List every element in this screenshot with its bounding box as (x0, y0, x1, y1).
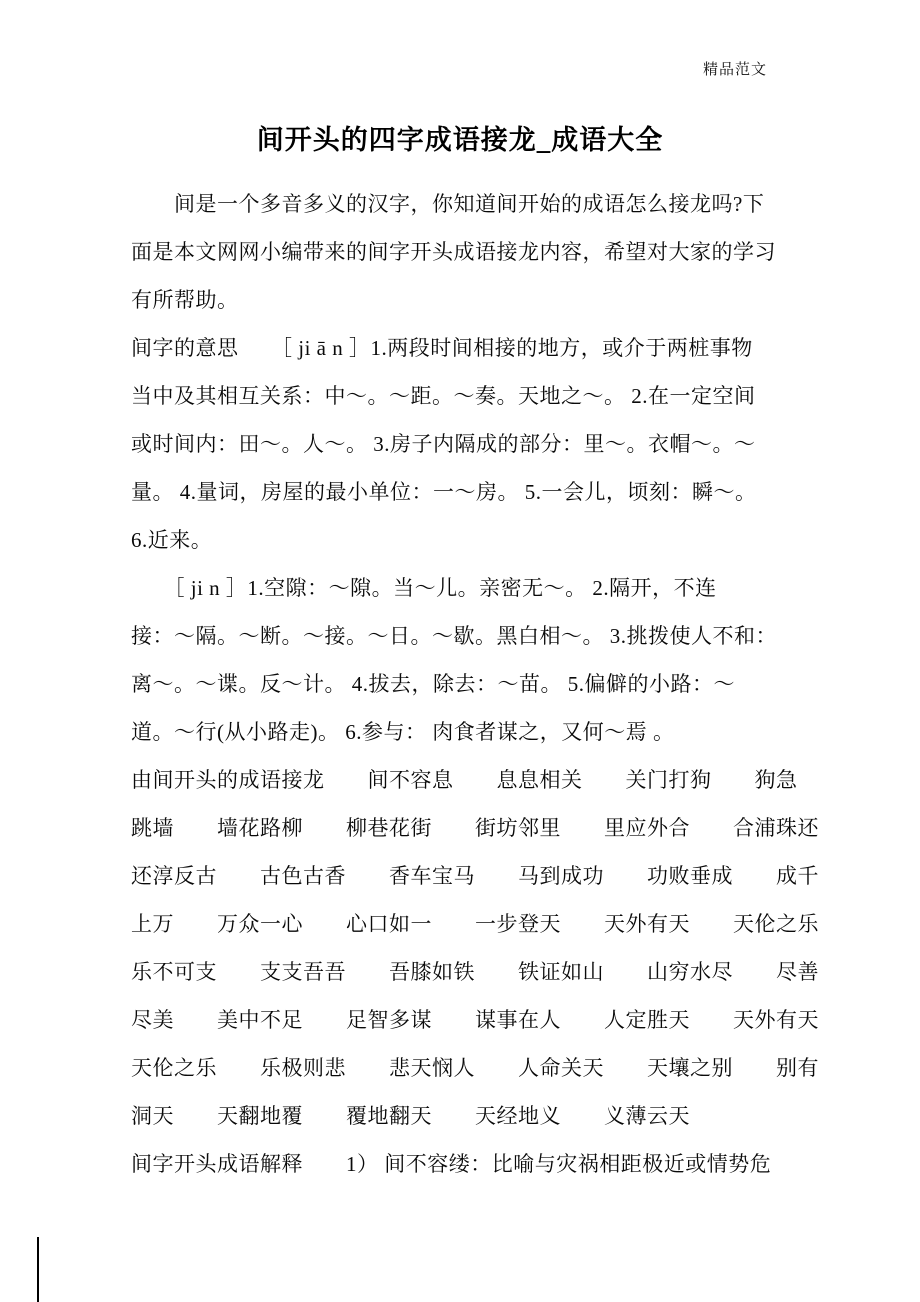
text-line: 跳墙 墙花路柳 柳巷花街 街坊邻里 里应外合 合浦珠还 (131, 816, 819, 840)
page-border-line (37, 1237, 39, 1302)
text-line: 6.近来。 (131, 528, 213, 552)
text-line: 或时间内：田～。人～。 3.房子内隔成的部分：里～。衣帽～。～ (131, 432, 756, 456)
text-line: 尽美 美中不足 足智多谋 谋事在人 人定胜天 天外有天 (131, 1008, 819, 1032)
text-line: 接：～隔。～断。～接。～日。～歇。黑白相～。 3.挑拨使人不和： (131, 624, 777, 648)
page-title: 间开头的四字成语接龙_成语大全 (256, 125, 664, 155)
text-line: 间字的意思 ［ ji ā n ］1.两段时间相接的地方，或介于两桩事物 (131, 336, 753, 360)
text-line: 间字开头成语解释 1） 间不容缕：比喻与灾祸相距极近或情势危 (131, 1152, 772, 1176)
text-line: 量。 4.量词，房屋的最小单位：一～房。 5.一会儿，顷刻：瞬～。 (131, 480, 757, 504)
text-line: 面是本文网网小编带来的间字开头成语接龙内容，希望对大家的学习 (131, 240, 776, 264)
text-line: 间是一个多音多义的汉字，你知道间开始的成语怎么接龙吗?下 (131, 192, 765, 216)
text-line: 道。～行(从小路走)。 6.参与： 肉食者谋之，又何～焉 。 (131, 720, 675, 744)
text-line: 离～。～谍。反～计。 4.拔去，除去：～苗。 5.偏僻的小路：～ (131, 672, 735, 696)
text-line: 当中及其相互关系：中～。～距。～奏。天地之～。 2.在一定空间 (131, 384, 756, 408)
text-line: 洞天 天翻地覆 覆地翻天 天经地义 义薄云天 (131, 1104, 690, 1128)
text-line: 还淳反古 古色古香 香车宝马 马到成功 功败垂成 成千 (131, 864, 819, 888)
text-line: 由间开头的成语接龙 间不容息 息息相关 关门打狗 狗急 (131, 768, 798, 792)
text-line: 有所帮助。 (131, 288, 239, 312)
text-line: 乐不可支 支支吾吾 吾膝如铁 铁证如山 山穷水尽 尽善 (131, 960, 819, 984)
text-line: ［ ji n ］1.空隙：～隙。当～儿。亲密无～。 2.隔开，不连 (131, 576, 717, 600)
text-line: 天伦之乐 乐极则悲 悲天悯人 人命关天 天壤之别 别有 (131, 1056, 819, 1080)
watermark-text: 精品范文 (703, 62, 768, 78)
text-line: 上万 万众一心 心口如一 一步登天 天外有天 天伦之乐 (131, 912, 819, 936)
body-text (131, 180, 819, 1188)
